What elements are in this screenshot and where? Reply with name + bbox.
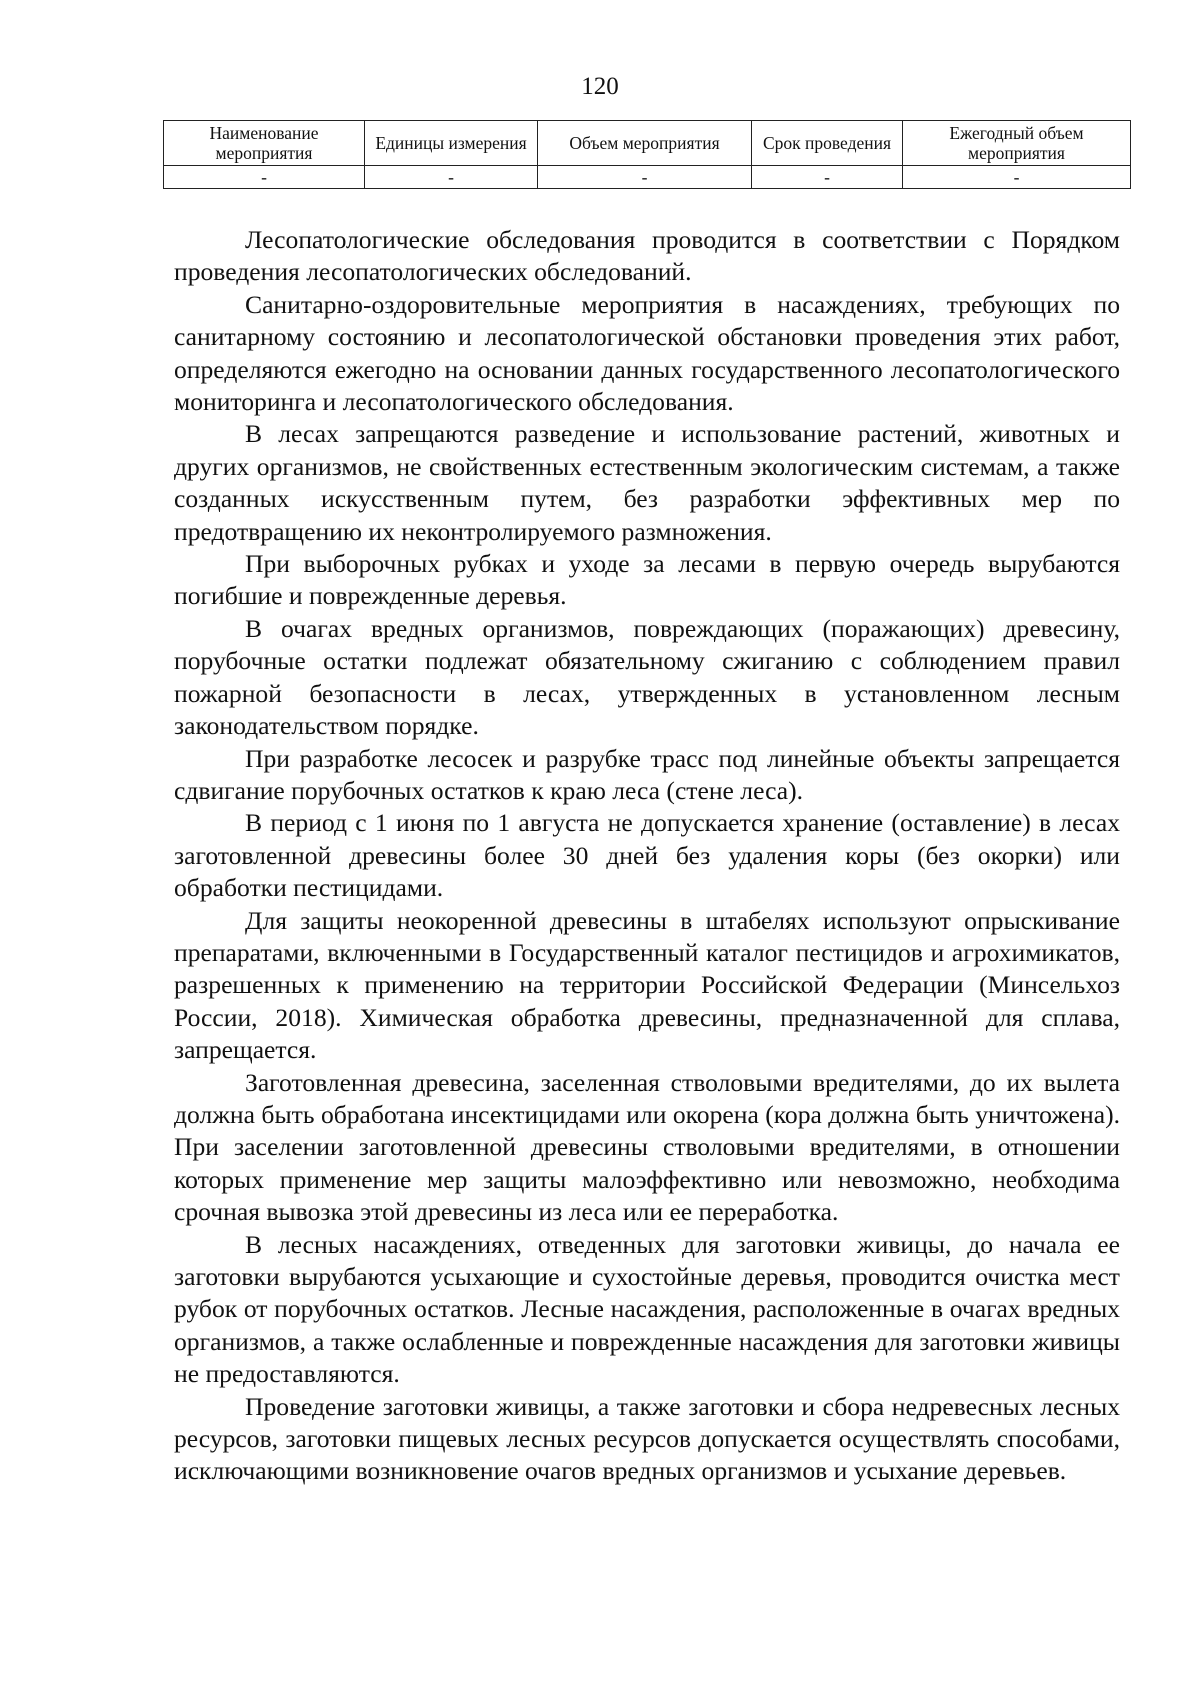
paragraph: Санитарно-оздоровительные мероприятия в насаждениях, требующих по санитарному состоянию и лесопатологической обстановки проведения этих работ, определяются ежегодно на основании данных государственного лесопатологического мониторинга и лесопатологического обследования. <box>174 289 1120 417</box>
table-header-cell: Единицы измерения <box>365 121 538 166</box>
paragraph: В период с 1 июня по 1 августа не допускается хранение (оставление) в лесах заготовленной древесины более 30 дней без удаления коры (без окорки) или обработки пестицидами. <box>174 808 1120 903</box>
paragraph: Проведение заготовки живицы, а также заготовки и сбора недревесных лесных ресурсов, заготовки пищевых лесных ресурсов допускается осуществлять способами, исключающими возникновение очагов вредных организмов и усыхание деревьев. <box>174 1391 1120 1486</box>
table-header-row <box>164 121 1131 166</box>
body-text <box>174 224 1120 1488</box>
paragraph: В очагах вредных организмов, повреждающих (поражающих) древесину, порубочные остатки подлежат обязательному сжиганию с соблюдением правил пожарной безопасности в лесах, утвержденных в установленном лесным законодательством порядке. <box>174 613 1120 741</box>
paragraph: Заготовленная древесина, заселенная стволовыми вредителями, до их вылета должна быть обработана инсектицидами или окорена (кора должна быть уничтожена). При заселении заготовленной древесины стволовыми вредителями, в отношении которых применение мер защиты малоэффективно или невозможно, необходима срочная вывозка этой древесины из леса или ее переработка. <box>174 1067 1120 1227</box>
table-header-cell: Ежегодный объем мероприятия <box>903 121 1131 166</box>
table-header-cell: Срок проведения <box>752 121 903 166</box>
table-cell: - <box>538 166 752 189</box>
paragraph: Для защиты неокоренной древесины в штабелях используют опрыскивание препаратами, включенными в Государственный каталог пестицидов и агрохимикатов, разрешенных к применению на территории Российской Федерации (Минсельхоз России, 2018). Химическая обработка древесины, предназначенной для сплава, запрещается. <box>174 905 1120 1065</box>
table-cell: - <box>164 166 365 189</box>
table-header-cell: Наименование мероприятия <box>164 121 365 166</box>
paragraph: Лесопатологические обследования проводится в соответствии с Порядком проведения лесопатологических обследований. <box>174 225 1120 287</box>
table-cell: - <box>365 166 538 189</box>
table-header-cell: Объем мероприятия <box>538 121 752 166</box>
paragraph: В лесах запрещаются разведение и использование растений, животных и других организмов, не свойственных естественным экологическим системам, а также созданных искусственным путем, без разработки эффективных мер по предотвращению их неконтролируемого размножения. <box>174 419 1120 546</box>
table-cell: - <box>752 166 903 189</box>
paragraph: При разработке лесосек и разрубке трасс под линейные объекты запрещается сдвигание порубочных остатков к краю леса (стене леса). <box>174 743 1120 805</box>
measures-table <box>163 120 1131 189</box>
table-cell: - <box>903 166 1131 189</box>
paragraph: При выборочных рубках и уходе за лесами в первую очередь вырубаются погибшие и поврежденные деревья. <box>174 549 1120 611</box>
paragraph: В лесных насаждениях, отведенных для заготовки живицы, до начала ее заготовки вырубаются усыхающие и сухостойные деревья, проводится очистка мест рубок от порубочных остатков. Лесные насаждения, расположенные в очагах вредных организмов, а также ослабленные и поврежденные насаждения для заготовки живицы не предоставляются. <box>174 1229 1120 1389</box>
table-row <box>164 166 1131 189</box>
page-number: 120 <box>581 73 619 100</box>
